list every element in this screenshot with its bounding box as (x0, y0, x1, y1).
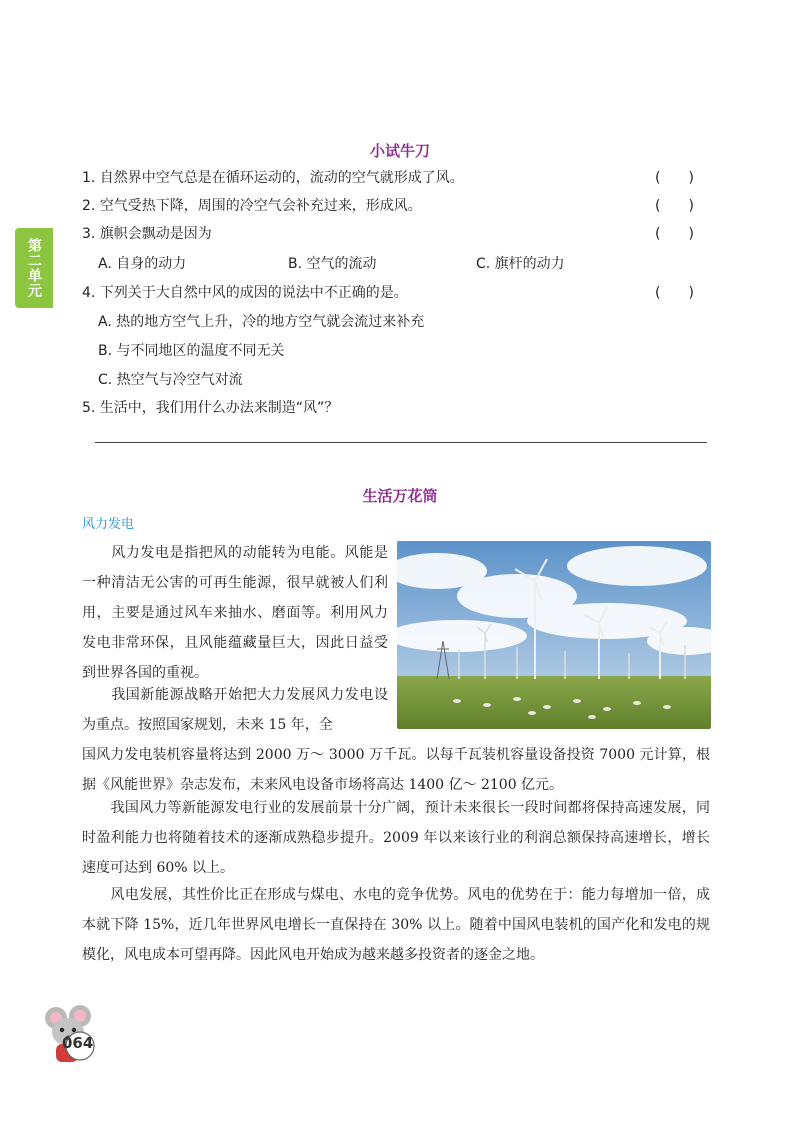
paragraph-4: 风电发展，其性价比正在形成与煤电、水电的竞争优势。风电的优势在于：能力每增加一倍，成本就下降 15%，近几年世界风电增长一直保持在 30% 以上。随着中国风电装机的国产化和发电的规模化，风电成本可望再降。因此风电开始成为越来越多投资者的逐金之地。 (82, 887, 710, 963)
answer-paren-4: ( ) (655, 285, 694, 301)
q4-option-b: B. 与不同地区的温度不同无关 (98, 343, 285, 359)
question-4: 4. 下列关于大自然中风的成因的说法中不正确的是。 (82, 285, 408, 301)
q3-option-a: A. 自身的动力 (98, 256, 187, 272)
answer-paren-2: ( ) (655, 198, 694, 214)
q4-option-a: A. 热的地方空气上升，冷的地方空气就会流过来补充 (98, 314, 425, 330)
answer-paren-3: ( ) (655, 226, 694, 242)
page-number: 064 (62, 1034, 94, 1052)
wind-farm-photo (397, 541, 711, 729)
question-1: 1. 自然界中空气总是在循环运动的，流动的空气就形成了风。 (82, 170, 464, 186)
paragraph-2-start: 我国新能源战略开始把大力发展风力发电设为重点。按照国家规划，未来 15 年，全 (82, 687, 388, 733)
paragraph-3: 我国风力等新能源发电行业的发展前景十分广阔，预计未来很长一段时间都将保持高速发展，同时盈利能力也将随着技术的逐渐成熟稳步提升。2009 年以来该行业的利润总额保持高速增长，增长速度可达到 60% 以上。 (82, 800, 710, 876)
paragraph-2-end: 国风力发电装机容量将达到 2000 万～ 3000 万千瓦。以每千瓦装机容量设备投资 7000 元计算，根据《风能世界》杂志发布，未来风电设备市场将高达 1400 亿～ 2100 亿元。 (82, 747, 710, 793)
quiz-title: 小试牛刀 (369, 142, 430, 160)
life-title: 生活万花筒 (362, 487, 438, 505)
q4-option-c: C. 热空气与冷空气对流 (98, 372, 243, 388)
section-divider (95, 442, 707, 443)
q3-option-c: C. 旗杆的动力 (476, 256, 565, 272)
question-3: 3. 旗帜会飘动是因为 (82, 226, 212, 242)
question-2: 2. 空气受热下降，周围的冷空气会补充过来，形成风。 (82, 198, 422, 214)
question-5: 5. 生活中，我们用什么办法来制造“风”？ (82, 400, 339, 416)
answer-paren-1: ( ) (655, 170, 694, 186)
paragraph-1: 风力发电是指把风的动能转为电能。风能是一种清洁无公害的可再生能源，很早就被人们利用，主要是通过风车来抽水、磨面等。利用风力发电非常环保，且风能蕴藏量巨大，因此日益受到世界各国的重视。 (82, 545, 388, 681)
q3-option-b: B. 空气的流动 (288, 256, 377, 272)
article-subtitle: 风力发电 (82, 517, 135, 532)
unit-tab: 第二单元 (15, 228, 53, 308)
